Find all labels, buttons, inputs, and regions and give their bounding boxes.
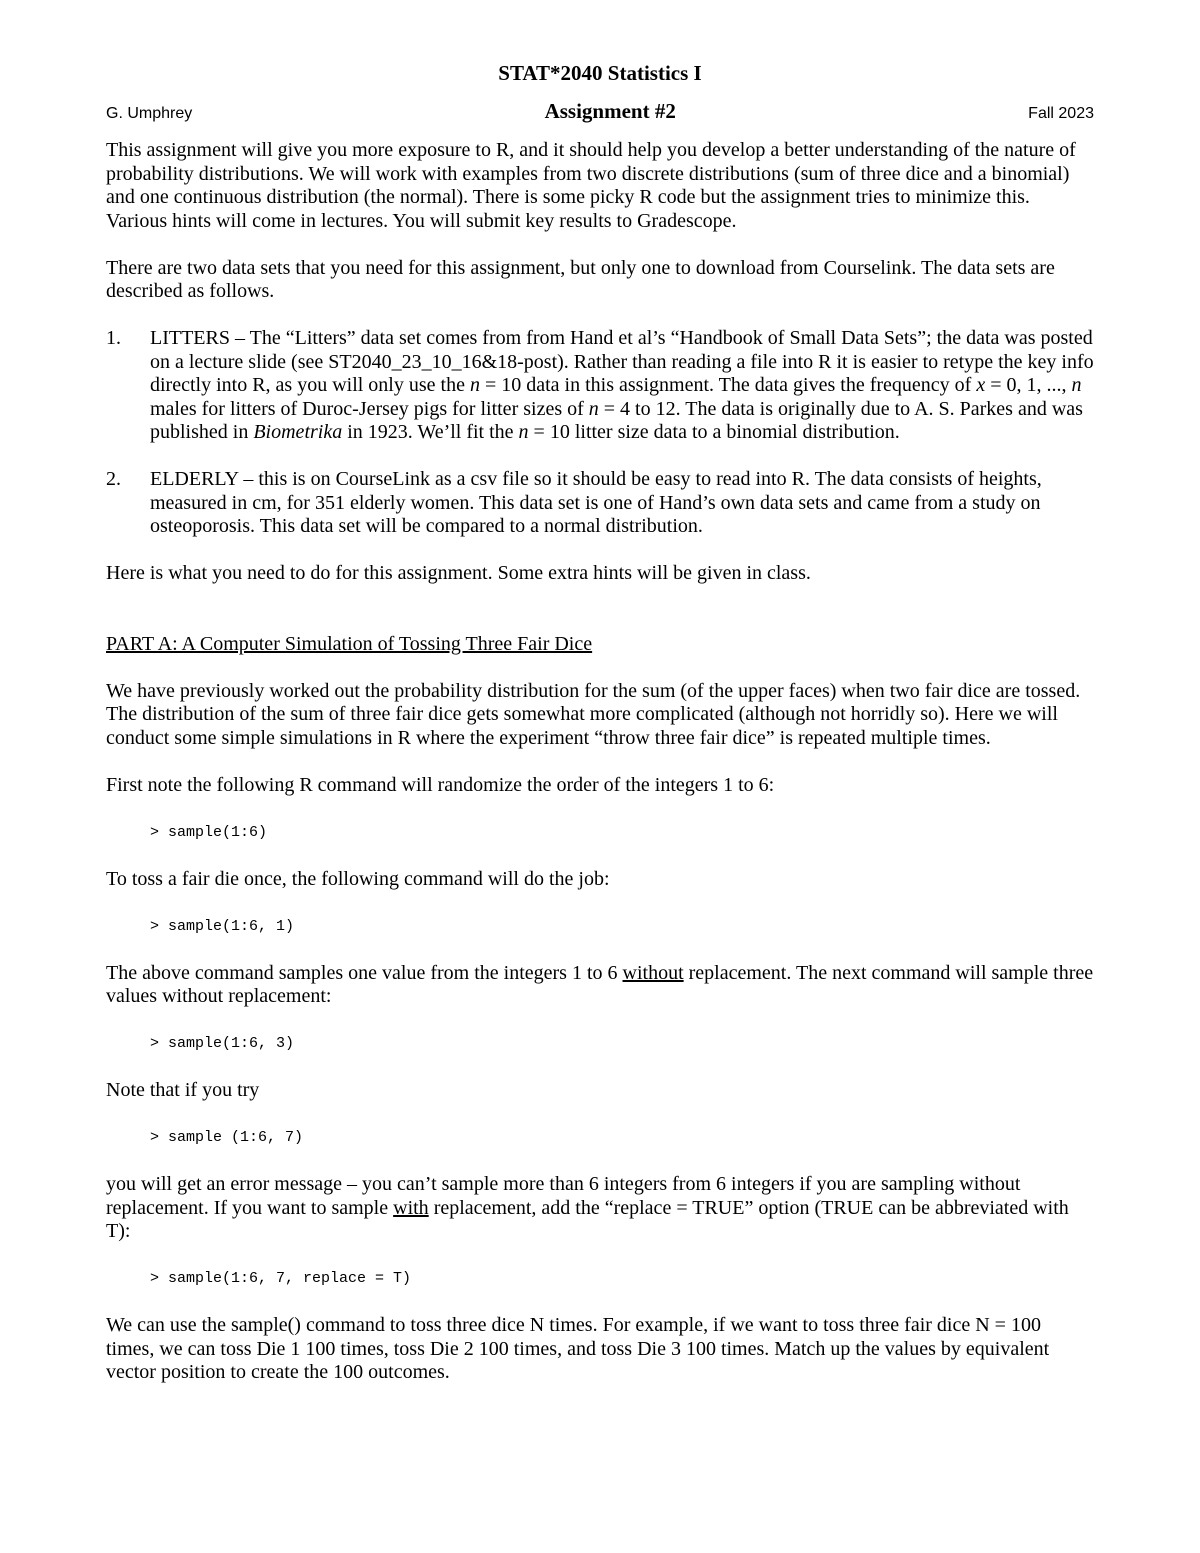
text-run: LITTERS – The “Litters” data set comes from from Hand et al’s “Handbook of Small Data Sets”; the data was posted on a lecture slide (see ST2040_23_10_16&18-post). Rather than reading a file into R it is easier to retype the key info directly into R, as you will only use the	[150, 327, 1094, 396]
part-a-paragraph-1: We have previously worked out the probability distribution for the sum (of the upper faces) when two fair dice are tossed. The distribution of the sum of three fair dice gets somewhat more complicated (although not horridly so). Here we will conduct some simple simulations in R where the experiment “throw three fair dice” is repeated multiple times.	[106, 679, 1081, 749]
list-number: 1.	[106, 327, 121, 349]
part-a-paragraph-3: To toss a fair die once, the following command will do the job:	[106, 867, 610, 890]
text-run: = 4 to 12. The data is originally due to A. S. Parkes and was published in	[150, 397, 1083, 443]
author-name: G. Umphrey	[106, 104, 193, 122]
course-title: STAT*2040 Statistics I	[498, 61, 702, 85]
underlined-word: without	[622, 961, 684, 984]
text-run: = 10 data in this assignment. The data gives the frequency of	[479, 374, 977, 396]
var-x: x	[976, 374, 986, 396]
var-n: n	[469, 374, 480, 396]
intro-paragraph-2: There are two data sets that you need for this assignment, but only one to download from Courselink. The data sets are described as follows.	[106, 256, 1055, 302]
part-a-paragraph-2: First note the following R command will randomize the order of the integers 1 to 6:	[106, 773, 775, 796]
text-run: you will get an error message – you can’t sample more than 6 integers from 6 integers if you are sampling without replacement. If you want to sample	[106, 1173, 1021, 1219]
part-a-paragraph-5: Note that if you try	[106, 1079, 260, 1101]
todo-paragraph: Here is what you need to do for this assignment. Some extra hints will be given in class.	[106, 562, 811, 584]
text-run: = 10 litter size data to a binomial distribution.	[528, 421, 900, 443]
journal-name: Biometrika	[253, 421, 343, 443]
term-label: Fall 2023	[1028, 104, 1094, 122]
code-sample-1: > sample(1:6)	[150, 823, 268, 841]
litters-description	[150, 327, 1094, 445]
underlined-word: with	[393, 1196, 429, 1219]
code-sample-4: > sample (1:6, 7)	[150, 1129, 304, 1146]
text-run: in 1923. We’ll fit the	[342, 421, 519, 443]
code-sample-5: > sample(1:6, 7, replace = T)	[150, 1270, 412, 1287]
assignment-title: Assignment #2	[544, 98, 676, 123]
part-a-paragraph-6	[106, 1173, 1094, 1244]
list-number: 2.	[106, 468, 121, 490]
text-run: replacement, add the “replace = TRUE” option (TRUE can be abbreviated with T):	[106, 1196, 1069, 1242]
var-n: n	[518, 421, 529, 443]
intro-paragraph-1: This assignment will give you more exposure to R, and it should help you develop a better understanding of the nature of probability distributions. We will work with examples from two discrete distributions (sum of three dice and a binomial) and one continuous distribution (the normal). There is some picky R code but the assignment tries to minimize this. Various hints will come in lectures. You will submit key results to Gradescope.	[106, 139, 1076, 232]
elderly-description: ELDERLY – this is on CourseLink as a csv file so it should be easy to read into R. The data consists of heights, measured in cm, for 351 elderly women. This data set is one of Hand’s own data sets and came from a study on osteoporosis. This data set will be compared to a normal distribution.	[150, 468, 1042, 537]
text-run: males for litters of Duroc-Jersey pigs for litter sizes of	[150, 397, 589, 420]
text-run: The above command samples one value from the integers 1 to 6	[106, 961, 623, 984]
list-item-litters	[106, 327, 1094, 445]
text-run: replacement. The next command will sample three values without replacement:	[106, 961, 1094, 1007]
document-page	[106, 62, 1094, 1408]
var-n: n	[1071, 374, 1082, 396]
code-sample-3: > sample(1:6, 3)	[150, 1035, 295, 1052]
header-row	[106, 100, 1094, 126]
part-a-heading: PART A: A Computer Simulation of Tossing Three Fair Dice	[106, 632, 593, 655]
part-a-paragraph-7: We can use the sample() command to toss three dice N times. For example, if we want to toss three fair dice N = 100 times, we can toss Die 1 100 times, toss Die 2 100 times, and toss Die 3 100 times. Match up the values by equivalent vector position to create the 100 outcomes.	[106, 1314, 1050, 1383]
dataset-list	[106, 327, 1094, 539]
var-n: n	[588, 397, 599, 420]
part-a-paragraph-4	[106, 962, 1094, 1009]
text-run: = 0, 1, ...,	[985, 374, 1072, 396]
code-sample-2: > sample(1:6, 1)	[150, 917, 295, 935]
list-item-elderly	[106, 468, 1094, 539]
